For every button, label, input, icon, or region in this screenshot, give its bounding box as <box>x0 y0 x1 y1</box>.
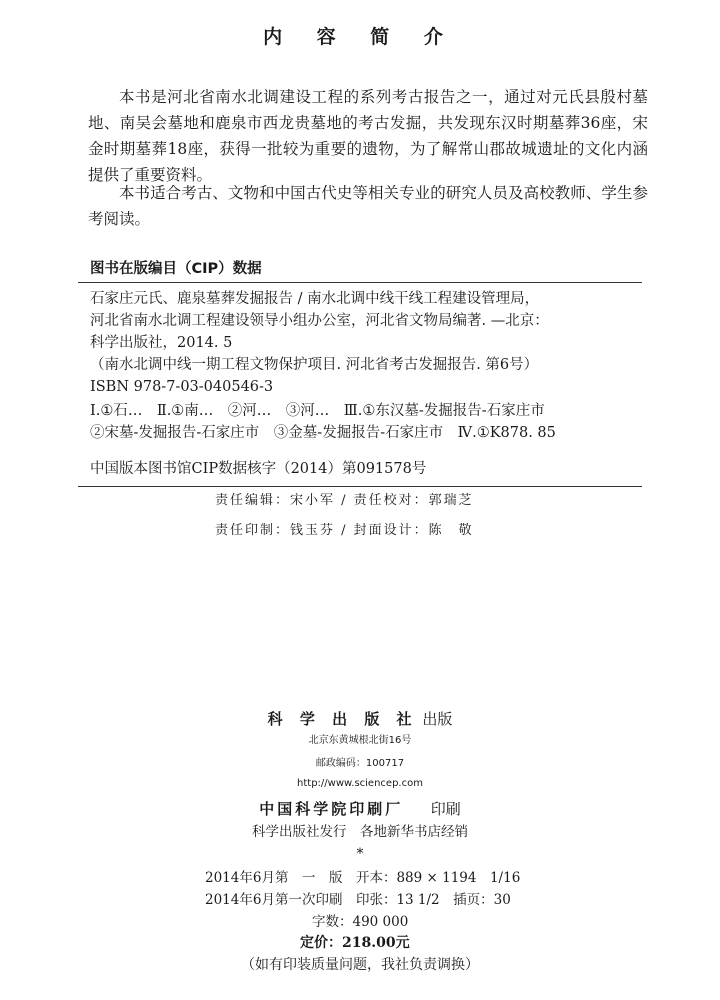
price-label: 定价： <box>300 935 342 951</box>
printing-line: 2014年6月第一次印刷 印张：13 1/2 插页：30 <box>205 892 511 908</box>
word-count: 字数：490 000 <box>312 914 409 930</box>
quality-notice: （如有印装质量问题，我社负责调换） <box>241 957 479 973</box>
cip-desc-line: （南水北调中线一期工程文物保护项目. 河北省考古发掘报告. 第6号） <box>90 357 539 373</box>
staff-printing-line: 责任印制：钱玉芬 / 封面设计：陈 敬 <box>215 523 474 538</box>
price <box>300 932 410 952</box>
printer-line <box>0 798 720 819</box>
divider-bottom <box>78 486 642 487</box>
page-title: 内 容 简 介 <box>263 26 457 48</box>
cip-heading: 图书在版编目（CIP）数据 <box>90 261 262 277</box>
publisher-address: 北京东黄城根北街16号 <box>308 735 412 746</box>
edition-line: 2014年6月第 一 版 开本：889 × 1194 1/16 <box>205 870 521 886</box>
cip-isbn: ISBN 978-7-03-040546-3 <box>90 379 274 395</box>
cip-desc-line: 石家庄元氏、鹿泉墓葬发掘报告 / 南水北调中线干线工程建设管理局， <box>90 291 540 307</box>
cip-desc-line: 河北省南水北调工程建设领导小组办公室，河北省文物局编著. —北京： <box>90 313 549 329</box>
postcode: 邮政编码：100717 <box>315 758 405 769</box>
cip-desc-line: 科学出版社，2014. 5 <box>90 335 233 351</box>
publisher-suffix: 出版 <box>422 710 453 728</box>
publisher-line <box>0 708 720 729</box>
cip-description <box>90 288 645 398</box>
printer-suffix: 印刷 <box>430 800 461 818</box>
cip-check-number: 中国版本图书馆CIP数据核字（2014）第091578号 <box>90 461 427 477</box>
cip-class-line: Ⅰ.①石… Ⅱ.①南… ②河… ③河… Ⅲ.①东汉墓-发掘报告-石家庄市 <box>90 403 545 419</box>
cip-classification <box>90 400 645 444</box>
staff-editor-line: 责任编辑：宋小军 / 责任校对：郭瑞芝 <box>215 493 474 508</box>
summary-paragraph-2: 本书适合考古、文物和中国古代史等相关专业的研究人员及高校教师、学生参考阅读。 <box>88 184 648 228</box>
distributor: 科学出版社发行 各地新华书店经销 <box>252 824 468 840</box>
printer-name: 中国科学院印刷厂 <box>259 800 404 818</box>
website: http://www.sciencep.com <box>297 778 423 789</box>
divider-top <box>78 282 642 283</box>
cip-class-line: ②宋墓-发掘报告-石家庄市 ③金墓-发掘报告-石家庄市 Ⅳ.①K878. 85 <box>90 425 556 441</box>
separator-star: * <box>356 846 364 862</box>
publisher-name: 科 学 出 版 社 <box>267 710 418 728</box>
price-value: 218.00元 <box>342 935 410 951</box>
summary-paragraph-1: 本书是河北省南水北调建设工程的系列考古报告之一，通过对元氏县殷村墓地、南吴会墓地和鹿泉市西龙贵墓地的考古发掘，共发现东汉时期墓葬36座，宋金时期墓葬18座，获得一批较为重要的遗物，为了解常山郡故城遗址的文化内涵提供了重要资料。 <box>88 88 648 184</box>
